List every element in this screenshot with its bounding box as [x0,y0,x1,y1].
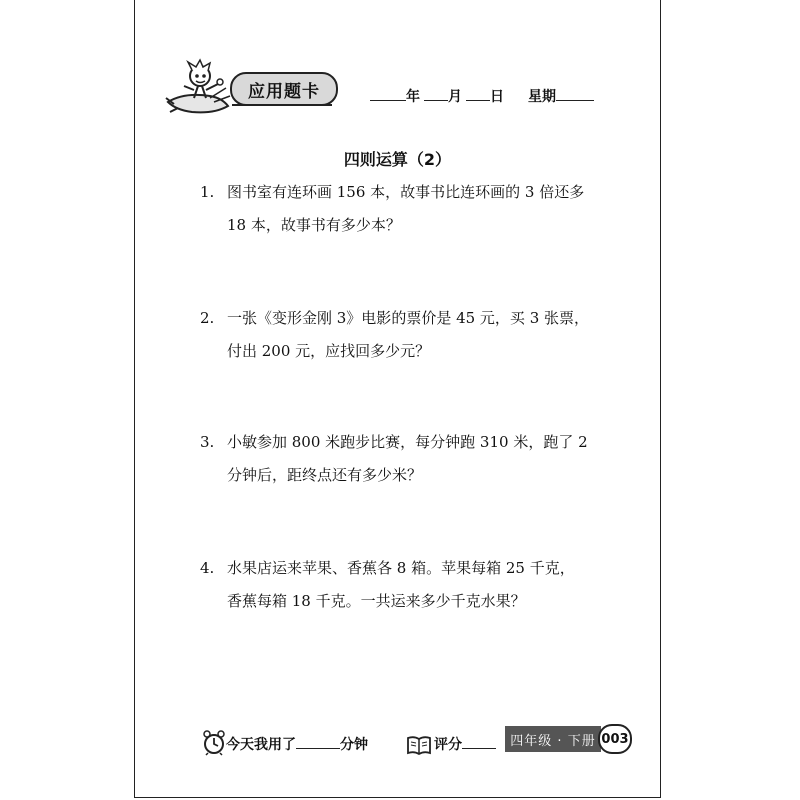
day-blank[interactable] [466,86,490,101]
date-fields [370,86,594,106]
question-text: 香蕉每箱 18 千克。一共运来多少千克水果？ [227,592,526,610]
score-label: 评分 [434,737,462,753]
time-spent-field [226,734,368,754]
book-icon [406,734,432,756]
score-blank[interactable] [462,734,496,749]
score-field [434,734,496,754]
page-number: 003 [598,724,632,754]
day-label: 日 [490,89,504,105]
question-1 [200,176,620,242]
minutes-blank[interactable] [296,734,340,749]
question-text: 一张《变形金刚 3》电影的票价是 45 元，买 3 张票， [227,309,590,327]
question-number: 4. [200,559,215,577]
weekday-label: 星期 [528,89,556,105]
badge-underline [232,104,332,106]
question-text: 小敏参加 800 米跑步比赛，每分钟跑 310 米，跑了 2 [227,433,588,451]
question-number: 3. [200,433,215,451]
page-title: 四则运算（2） [343,150,452,169]
card-type-badge: 应用题卡 [230,72,338,106]
question-text: 分钟后，距终点还有多少米？ [227,466,423,484]
time-suffix: 分钟 [340,737,368,753]
question-text: 18 本，故事书有多少本？ [227,216,401,234]
question-text: 图书室有连环画 156 本，故事书比连环画的 3 倍还多 [227,183,585,201]
weekday-blank[interactable] [556,86,594,101]
month-blank[interactable] [424,86,448,101]
clock-icon [202,730,226,756]
month-label: 月 [448,89,462,105]
question-3 [200,426,620,492]
page-footer [134,726,661,762]
question-number: 2. [200,309,215,327]
question-4 [200,552,620,618]
time-prefix: 今天我用了 [226,737,296,753]
question-2 [200,302,620,368]
question-text: 付出 200 元，应找回多少元？ [227,342,431,360]
year-blank[interactable] [370,86,406,101]
question-number: 1. [200,183,215,201]
year-label: 年 [406,89,420,105]
question-text: 水果店运来苹果、香蕉各 8 箱。苹果每箱 25 千克， [227,559,575,577]
grade-label: 四年级 · 下册 [505,726,601,752]
